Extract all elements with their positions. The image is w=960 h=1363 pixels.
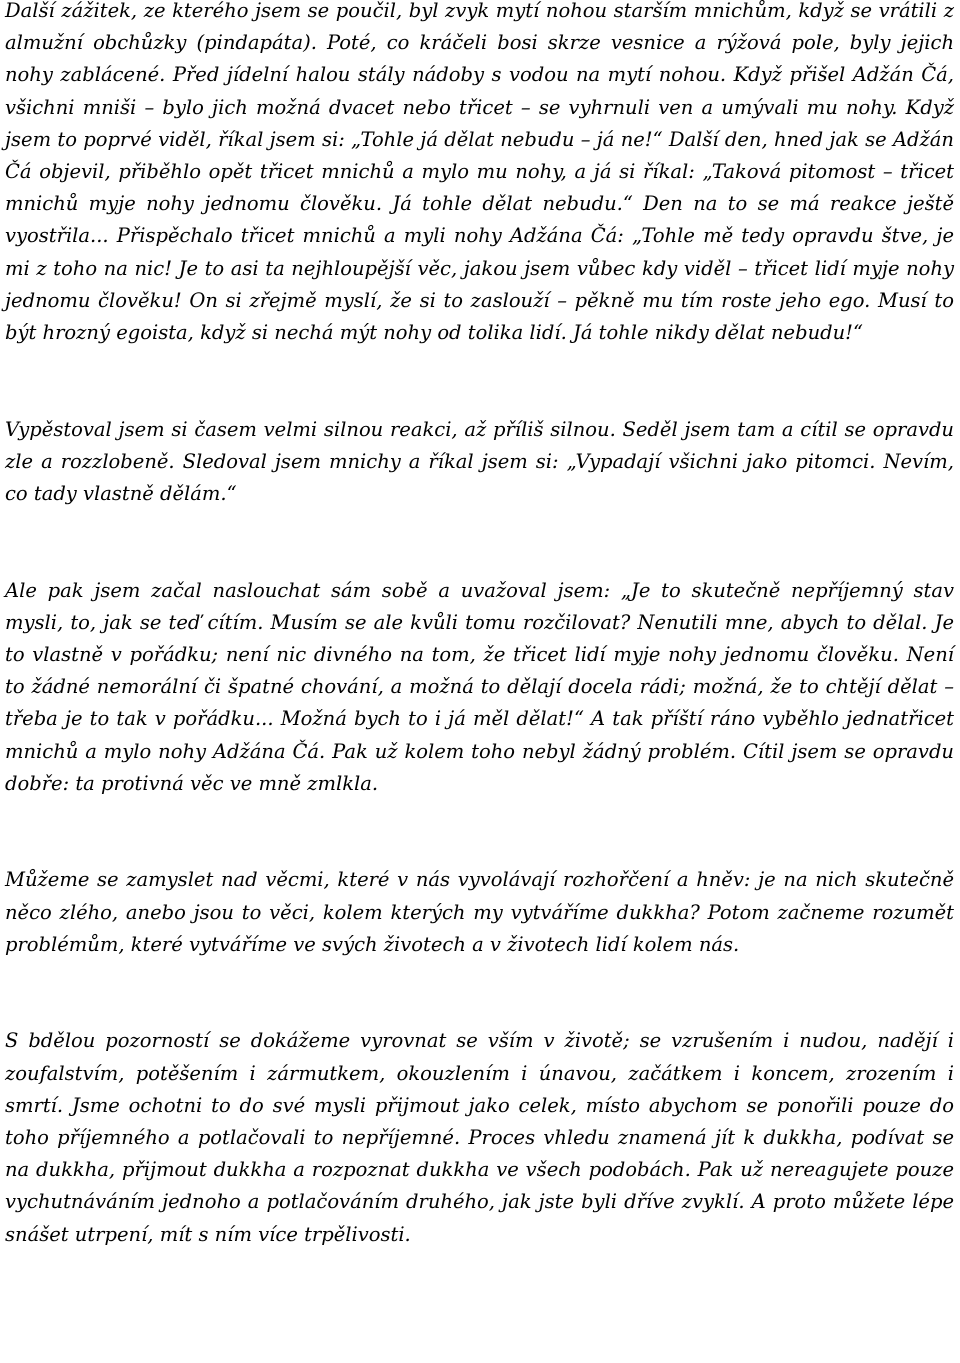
paragraph-listening-to-self: Ale pak jsem začal naslouchat sám sobě a uvažoval jsem: „Je to skutečně nepříjemný stav mysli, to, jak se teď cítím. Musím se ale kvůli tomu rozčilovat? Nenutili mne, abych to dělal. Je to vlastně v pořádku; není nic divného na tom, že třicet lidí myje nohy jednomu člověku. Není to žádné nemorální či špatné chování, a možná to dělají docela rádi; možná, že to chtějí dělat – třeba je to tak v pořádku... Možná bych to i já měl dělat!“ A tak příští ráno vyběhlo jednatřicet mnichů a mylo nohy Adžána Čá. Pak už kolem toho nebyl žádný problém. Cítil jsem se opravdu dobře: ta protivná věc ve mně zmlkla. (5, 578, 954, 795)
paragraph-reflection-on-anger: Můžeme se zamyslet nad věcmi, které v nás vyvolávají rozhořčení a hněv: je na nich skutečně něco zlého, anebo jsou to věci, kolem kterých my vytváříme dukkha? Potom začneme rozumět problémům, které vytváříme ve svých životech a v životech lidí kolem nás. (5, 868, 954, 956)
paragraph-mindfulness: S bdělou pozorností se dokážeme vyrovnat se vším v životě; se vzrušením i nudou, nadějí i zoufalstvím, potěšením i zármutkem, okouzlením i únavou, začátkem i koncem, zrozením i smrtí. Jsme ochotni to do své mysli přijmout jako celek, místo abychom se ponořili pouze do toho příjemného a potlačovali to nepříjemné. Proces vhledu znamená jít k dukkha, podívat se na dukkha, přijmout dukkha a rozpoznat dukkha ve všech podobách. Pak už nereagujete pouze vychutnáváním jednoho a potlačováním druhého, jak jste byli dříve zvyklí. A proto můžete lépe snášet utrpení, mít s ním více trpělivosti. (5, 1029, 954, 1246)
paragraph-foot-washing: Další zážitek, ze kterého jsem se poučil, byl zvyk mytí nohou starším mnichům, když se vrátili z almužní obchůzky (pindapáta). Poté, co kráčeli bosi skrze vesnice a rýžová pole, byly jejich nohy zablácené. Před jídelní halou stály nádoby s vodou na mytí nohou. Když přišel Adžán Čá, všichni mniši – bylo jich možná dvacet nebo třicet – se vyhrnuli ven a umývali mu nohy. Když jsem to poprvé viděl, říkal jsem si: „Tohle já dělat nebudu – já ne!“ Další den, hned jak se Adžán Čá objevil, přiběhlo opět třicet mnichů a mylo mu nohy, a já si říkal: „Taková pitomost – třicet mnichů myje nohy jednomu člověku. Já tohle dělat nebudu.“ Den na to se má reakce ještě vyostřila... Přispěchalo třicet mnichů a myli nohy Adžána Čá: „Tohle mě tedy opravdu štve, je mi z toho na nic! Je to asi ta nejhloupější věc, jakou jsem vůbec kdy viděl – třicet lidí myje nohy jednomu člověku! On si zřejmě myslí, že si to zaslouží – pěkně mu tím roste jeho ego. Musí to být hrozný egoista, když si nechá mýt nohy od tolika lidí. Já tohle nikdy dělat nebudu!“ (5, 0, 954, 345)
paragraph-strong-reaction: Vypěstoval jsem si časem velmi silnou reakci, až příliš silnou. Seděl jsem tam a cítil se opravdu zle a rozzlobeně. Sledoval jsem mnichy a říkal jsem si: „Vypadají všichni jako pitomci. Nevím, co tady vlastně dělám.“ (5, 417, 954, 506)
